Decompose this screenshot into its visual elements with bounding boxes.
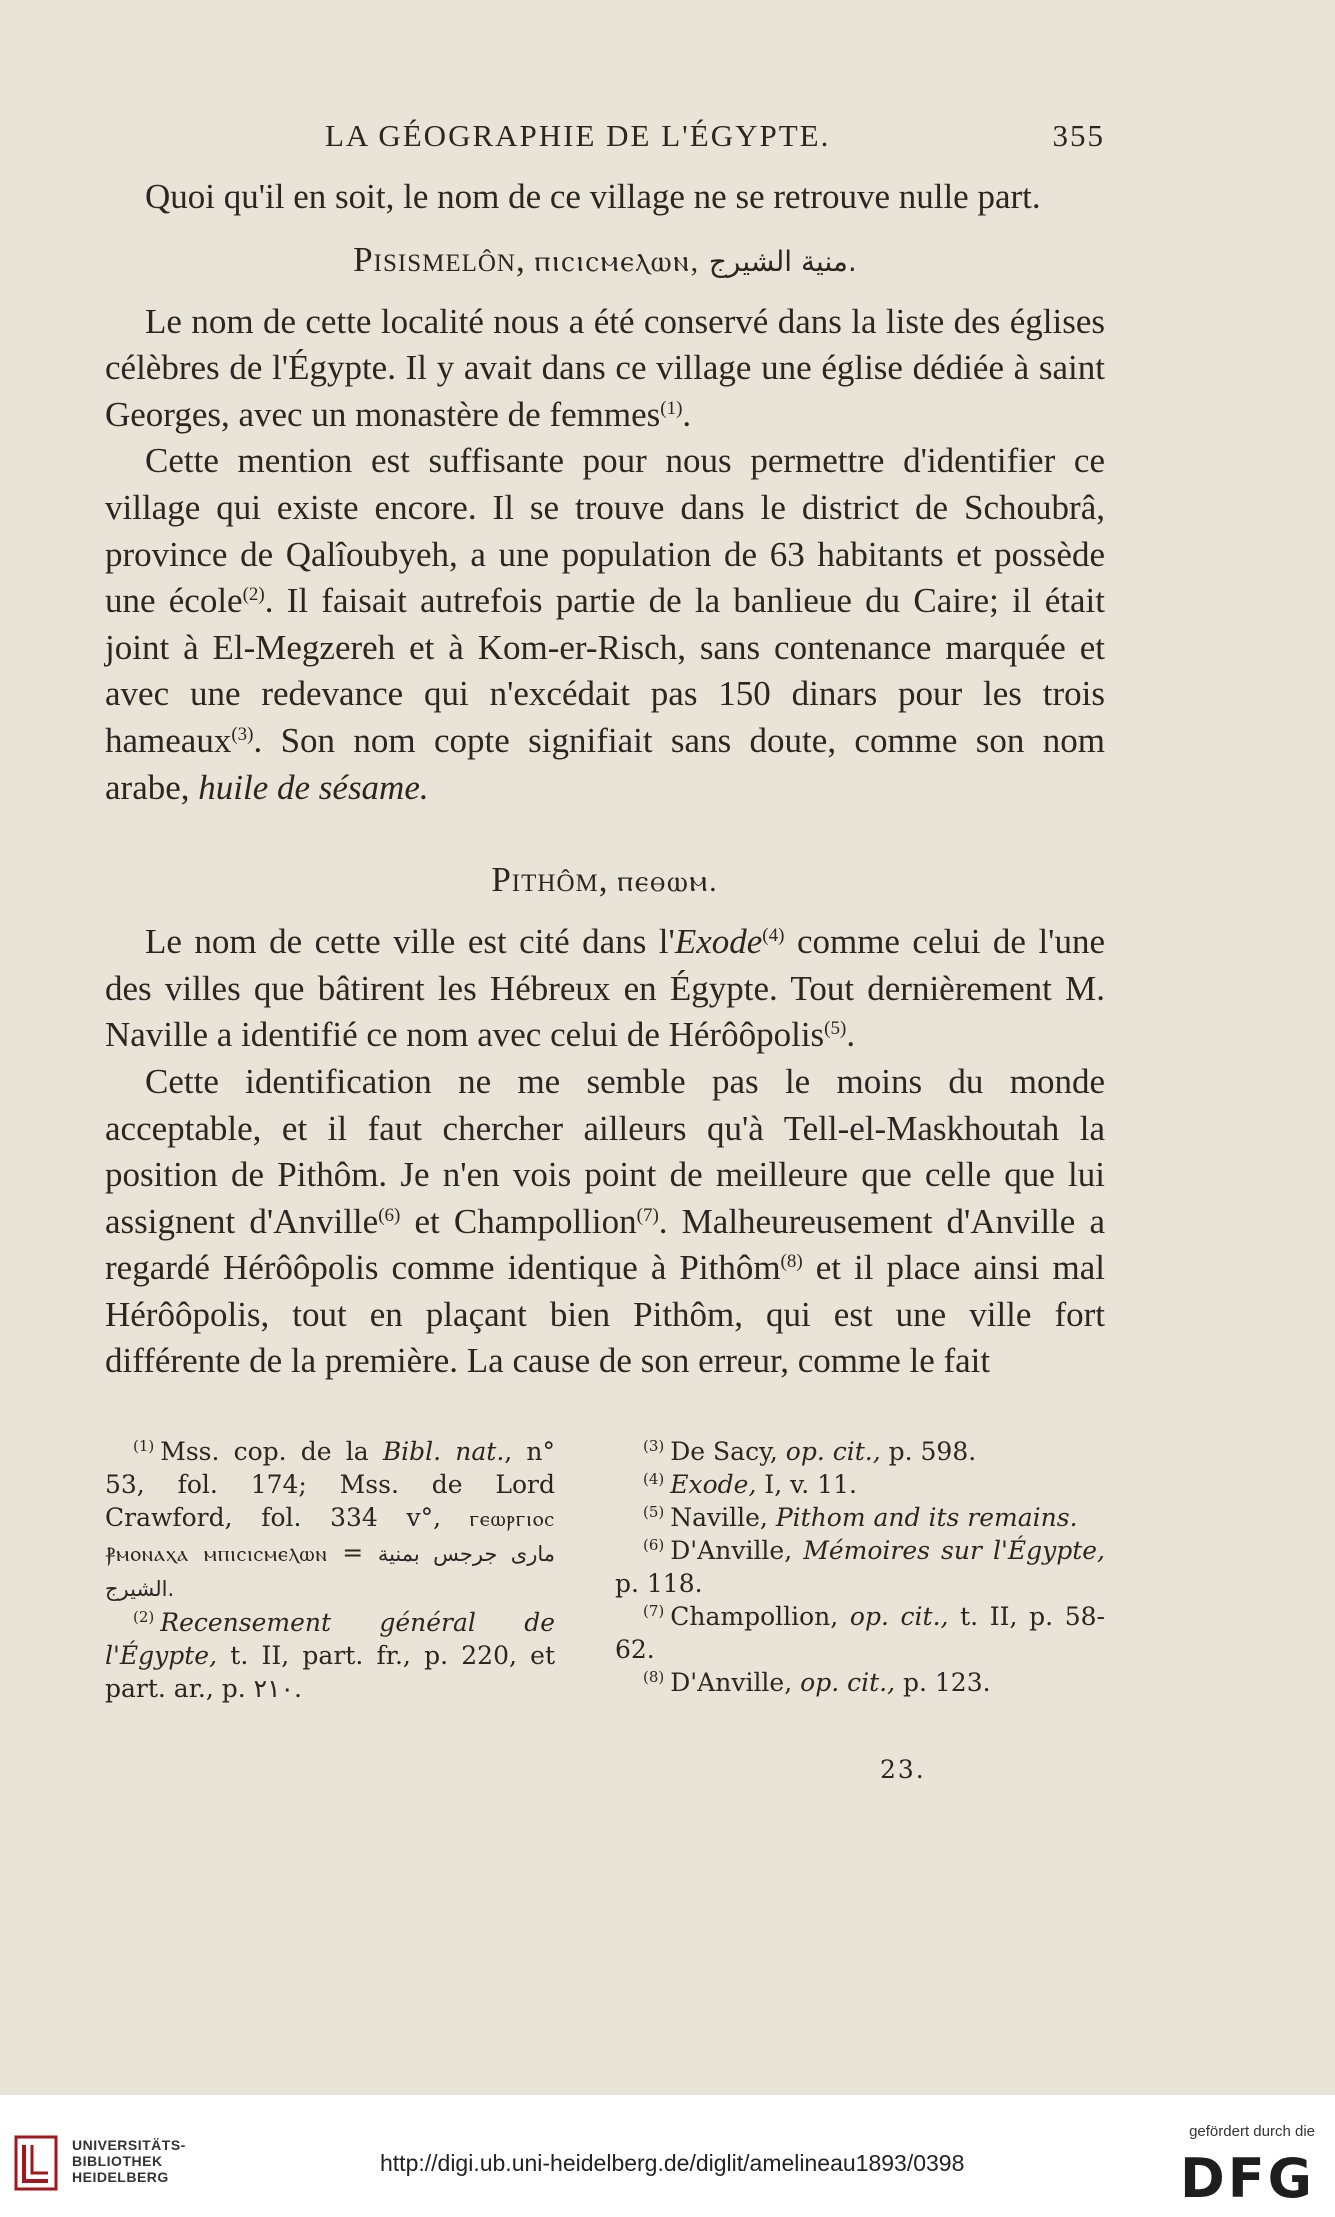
paragraph-pisismelon-1: Le nom de cette localité nous a été conservé dans la liste des églises célèbres de l'Égypte. Il y avait dans ce village une église dédiée à saint Georges, avec un monastère de femmes$^{(1)}$. (105, 301, 1105, 434)
paragraph-intro: Quoi qu'il en soit, le nom de ce village ne se retrouve nulle part. (145, 177, 1041, 216)
section-heading-pithom: Pithôm, ⲡⲉⲑⲱⲙ. (491, 860, 719, 900)
footnote-2: $^{(2)}$ Recensement général de l'Égypte, t. II, part. fr., p. 220, et part. ar., p. ٢١٠. (105, 1608, 555, 1703)
footnote-3: $^{(3)}$ De Sacy, op. cit., p. 598. (643, 1437, 977, 1466)
footnote-ref-6[interactable]: (6) (378, 1204, 401, 1226)
library-logo-icon (14, 2135, 58, 2191)
footnote-ref-2[interactable]: (2) (242, 584, 265, 606)
footnote-4: $^{(4)}$ Exode, I, v. 11. (643, 1470, 857, 1499)
footnote-5: $^{(5)}$ Naville, Pithom and its remains. (643, 1503, 1078, 1532)
signature-mark: 23. (880, 1755, 926, 1784)
footnote-ref-4[interactable]: (4) (762, 925, 785, 947)
footnote-1: $^{(1)}$ Mss. cop. de la Bibl. nat., n° 53, fol. 174; Mss. de Lord Crawford, fol. 334 v°, ⲅⲉⲱⲣⲅⲓⲟⲥ ⳁⲙⲟⲛⲁⲭⲁ ⲙⲡⲓⲥⲓⲥⲙⲉⲗⲱⲛ = مارى جرجس بمنية الشيرج. (105, 1437, 556, 1601)
footnote-ref-7[interactable]: (7) (636, 1204, 659, 1226)
footnote-7: $^{(7)}$ Champollion, op. cit., t. II, p. 58-62. (615, 1602, 1105, 1664)
footnote-ref-8[interactable]: (8) (780, 1251, 803, 1273)
paragraph-pithom-1: Le nom de cette ville est cité dans l'Exode$^{(4)}$ comme celui de l'une des villes que bâtirent les Hébreux en Égypte. Tout dernièrement M. Naville a identifié ce nom avec celui de Hérôôpolis$^{(5)}$. (105, 922, 1106, 1055)
footnote-8: $^{(8)}$ D'Anville, op. cit., p. 123. (643, 1668, 991, 1697)
viewer-footer (0, 2095, 1335, 2217)
footnote-ref-5[interactable]: (5) (824, 1018, 847, 1040)
paragraph-pithom-2: Cette identification ne me semble pas le moins du monde acceptable, et il faut chercher ailleurs qu'à Tell-el-Maskhoutah la position de Pithôm. Je n'en vois point de meilleure que celle que lui assignent d'Anville$^{(6)}$ et Champollion$^{(7)}$. Malheureusement d'Anville a regardé Hérôôpolis comme identique à Pithôm$^{(8)}$ et il place ainsi mal Hérôôpolis, tout en plaçant bien Pithôm, qui est une ville fort différente de la première. La cause de son erreur, comme le fait (105, 1061, 1106, 1381)
dfg-logo: DFG (1179, 2147, 1315, 2210)
permalink-url[interactable]: http://digi.ub.uni-heidelberg.de/diglit/amelineau1893/0398 (380, 2150, 965, 2176)
footnotes-right-column (615, 1435, 1105, 1699)
funder-label: gefördert durch die (1189, 2123, 1315, 2140)
footnote-ref-3[interactable]: (3) (231, 723, 254, 745)
footnote-ref-1[interactable]: (1) (660, 397, 683, 419)
library-name: UNIVERSITÄTS- BIBLIOTHEK HEIDELBERG (72, 2137, 186, 2185)
section-heading-pisismelon: Pisismelôn, ⲡⲓⲥⲓⲥⲙⲉⲗⲱⲛ, منية الشيرج. (353, 239, 857, 279)
footnotes-left-column (105, 1435, 555, 1705)
running-head (105, 118, 1105, 174)
running-title: LA GÉOGRAPHIE DE L'ÉGYPTE. (325, 118, 831, 153)
page-text-block (105, 118, 1105, 1385)
page-number: 355 (1052, 118, 1105, 153)
footnote-6: $^{(6)}$ D'Anville, Mémoires sur l'Égypte, p. 118. (615, 1536, 1105, 1598)
paragraph-pisismelon-2: Cette mention est suffisante pour nous permettre d'identifier ce village qui existe encore. Il se trouve dans le district de Schoubrâ, province de Qalîoubyeh, a une population de 63 habitants et possède une école$^{(2)}$. Il faisait autrefois partie de la banlieue du Caire; il était joint à El-Megzereh et à Kom-er-Risch, sans contenance marquée et avec une redevance qui n'excédait pas 150 dinars pour les trois hameaux$^{(3)}$. Son nom copte signifiait sans doute, comme son nom arabe, huile de sésame. (105, 441, 1105, 807)
